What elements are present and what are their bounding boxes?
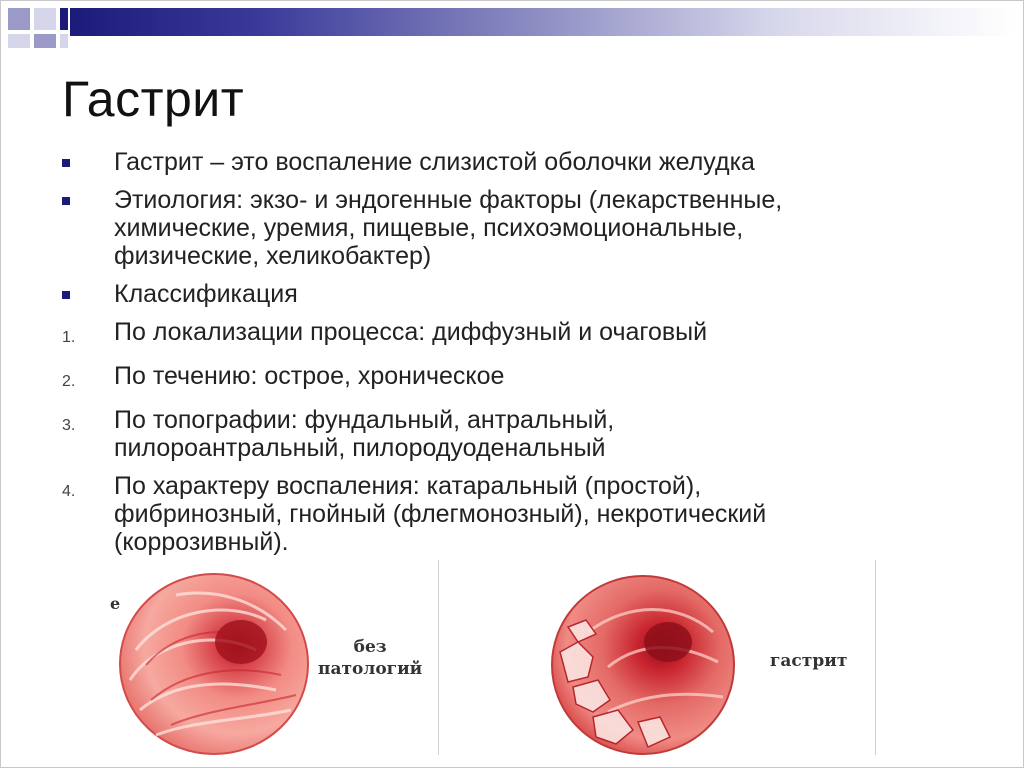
decor-square-3 xyxy=(60,8,68,30)
figure-letter: е xyxy=(110,594,121,613)
list-item-text: Гастрит – это воспаление слизистой оболочки желудка xyxy=(114,148,755,176)
slide-title: Гастрит xyxy=(62,71,245,127)
list-item xyxy=(58,406,978,462)
list-item-text: Этиология: экзо- и эндогенные факторы (лекарственные, химические, уремия, пищевые, психоэмоциональные, физические, хеликобактер) xyxy=(114,186,783,270)
number-marker: 3. xyxy=(62,417,76,434)
number-marker: 2. xyxy=(62,373,76,390)
list-item xyxy=(58,186,978,270)
list-item-text: По течению: острое, хроническое xyxy=(114,362,505,390)
slide-content xyxy=(58,148,978,566)
list-item xyxy=(58,472,978,556)
list-item-text: По локализации процесса: диффузный и очаговый xyxy=(114,318,708,346)
figure-area xyxy=(100,560,900,760)
square-bullet-icon xyxy=(62,197,70,205)
decor-square-4 xyxy=(8,34,30,48)
list-item-text: Классификация xyxy=(114,280,298,308)
decor-square-2 xyxy=(34,8,56,30)
normal-stomach-image xyxy=(116,570,312,758)
list-item xyxy=(58,148,978,176)
figure-divider-left xyxy=(438,560,439,755)
list-item xyxy=(58,362,978,396)
figure-divider-right xyxy=(875,560,876,755)
square-bullet-icon xyxy=(62,291,70,299)
normal-label xyxy=(318,636,422,680)
bullet-marker xyxy=(58,280,114,299)
decor-square-1 xyxy=(8,8,30,30)
list-item xyxy=(58,318,978,352)
square-bullet-icon xyxy=(62,159,70,167)
normal-label-line2: патологий xyxy=(318,659,423,679)
list-item xyxy=(58,280,978,308)
header-gradient-bar xyxy=(70,8,1016,36)
number-marker: 4. xyxy=(62,483,76,500)
list-item-text: По топографии: фундальный, антральный, пилороантральный, пилородуоденальный xyxy=(114,406,615,462)
normal-label-line1: без xyxy=(353,637,387,657)
number-marker: 1. xyxy=(62,329,76,346)
decor-square-6 xyxy=(60,34,68,48)
gastritis-label: гастрит xyxy=(770,651,848,671)
bullet-marker xyxy=(58,148,114,167)
bullet-marker xyxy=(58,186,114,205)
list-item-text: По характеру воспаления: катаральный (простой), фибринозный, гнойный (флегмонозный), некротический (коррозивный). xyxy=(114,472,767,556)
decor-square-5 xyxy=(34,34,56,48)
gastritis-stomach-image xyxy=(548,572,738,758)
